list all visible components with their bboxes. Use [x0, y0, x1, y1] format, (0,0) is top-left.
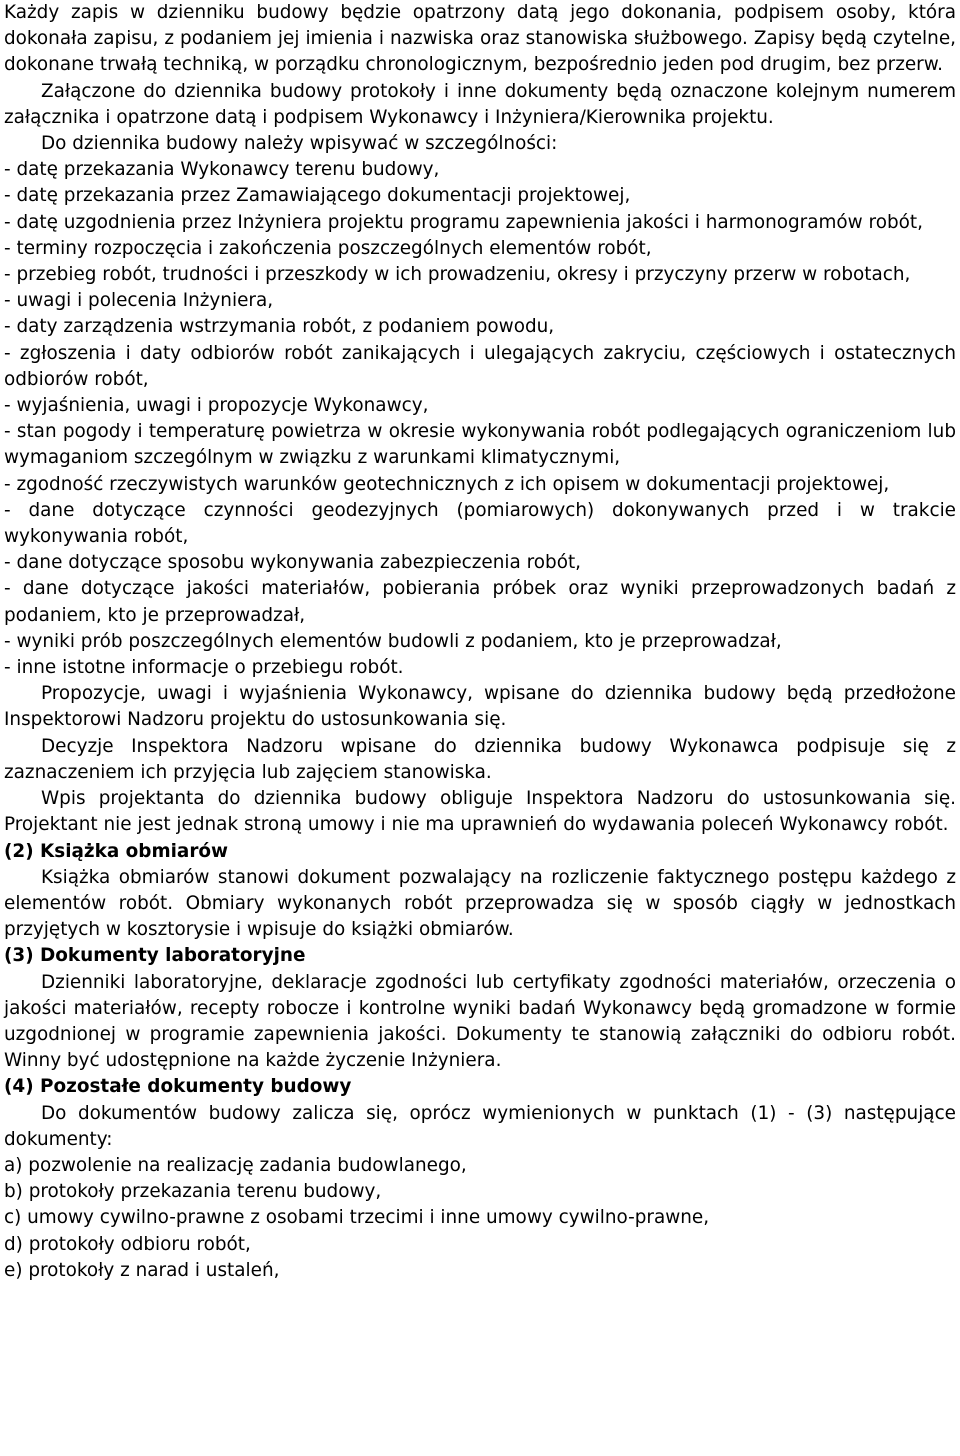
list-item: - wyjaśnienia, uwagi i propozycje Wykonawcy,: [4, 395, 429, 417]
list-item: - dane dotyczące czynności geodezyjnych (pomiarowych) dokonywanych przed i w trakcie wykonywania robót,: [4, 499, 956, 548]
list-item: - dane dotyczące sposobu wykonywania zabezpieczenia robót,: [4, 552, 581, 574]
list-item: - datę uzgodnienia przez Inżyniera projektu programu zapewnienia jakości i harmonogramów robót,: [4, 211, 923, 233]
list-item: - inne istotne informacje o przebiegu robót.: [4, 657, 404, 679]
list-item: - daty zarządzenia wstrzymania robót, z podaniem powodu,: [4, 316, 555, 338]
diary-items-list: [4, 157, 956, 681]
paragraph-proposals: Propozycje, uwagi i wyjaśnienia Wykonawcy, wpisane do dziennika budowy będą przedłożone Inspektorowi Nadzoru projektu do ustosunkowania się.: [4, 683, 956, 731]
paragraph-diary-intro: Do dziennika budowy należy wpisywać w szczególności:: [41, 133, 558, 155]
list-item: - dane dotyczące jakości materiałów, pobierania próbek oraz wyniki przeprowadzonych badań z podaniem, kto je przeprowadzał,: [4, 578, 956, 626]
paragraph-measurement-book: Książka obmiarów stanowi dokument pozwalający na rozliczenie faktycznego postępu każdego z elementów robót. Obmiary wykonanych robót przeprowadza się w sposób ciągły w jednostkach przyjętych w kosztorysie i wpisuje do książki obmiarów.: [4, 866, 956, 941]
paragraph-lab-documents: Dzienniki laboratoryjne, deklaracje zgodności lub certyfikaty zgodności materiałów, orzeczenia o jakości materiałów, recepty robocze i kontrolne wyniki badań Wykonawcy będą gromadzone w formie uzgodnionej w programie zapewnienia jakości. Dokumenty te stanowią załączniki do odbioru robót. Winny być udostępnione na każde życzenie Inżyniera.: [4, 971, 956, 1072]
list-item: - wyniki prób poszczególnych elementów budowli z podaniem, kto je przeprowadzał,: [4, 630, 782, 652]
section-heading-other-documents: (4) Pozostałe dokumenty budowy: [4, 1076, 352, 1098]
list-item: b) protokoły przekazania terenu budowy,: [4, 1181, 382, 1203]
list-item: d) protokoły odbioru robót,: [4, 1233, 251, 1255]
paragraph-entry-rules: Każdy zapis w dzienniku budowy będzie opatrzony datą jego dokonania, podpisem osoby, która dokonała zapisu, z podaniem jej imienia i nazwiska oraz stanowiska służbowego. Zapisy będą czytelne, dokonane trwałą techniką, w porządku chronologicznym, bezpośrednio jeden pod drugim, bez przerw.: [4, 2, 956, 76]
section-heading-lab-documents: (3) Dokumenty laboratoryjne: [4, 945, 306, 967]
document-page: [4, 0, 956, 1284]
list-item: - terminy rozpoczęcia i zakończenia poszczególnych elementów robót,: [4, 237, 652, 259]
paragraph-attachments: Załączone do dziennika budowy protokoły i inne dokumenty będą oznaczone kolejnym numerem załącznika i opatrzone datą i podpisem Wykonawcy i Inżyniera/Kierownika projektu.: [4, 80, 956, 128]
list-item: a) pozwolenie na realizację zadania budowlanego,: [4, 1154, 467, 1176]
list-item: - zgłoszenia i daty odbiorów robót zanikających i ulegających zakryciu, częściowych i ostatecznych odbiorów robót,: [4, 342, 956, 390]
other-documents-list: [4, 1153, 956, 1284]
list-item: c) umowy cywilno-prawne z osobami trzecimi i inne umowy cywilno-prawne,: [4, 1207, 710, 1229]
list-item: - stan pogody i temperaturę powietrza w okresie wykonywania robót podlegających ograniczeniom lub wymaganiom szczególnym w związku z warunkami klimatycznymi,: [4, 421, 956, 469]
paragraph-decisions: Decyzje Inspektora Nadzoru wpisane do dziennika budowy Wykonawca podpisuje się z zaznaczeniem ich przyjęcia lub zajęciem stanowiska.: [4, 735, 956, 783]
paragraph-other-documents: Do dokumentów budowy zalicza się, oprócz wymienionych w punktach (1) - (3) następujące dokumenty:: [4, 1102, 956, 1150]
list-item: - zgodność rzeczywistych warunków geotechnicznych z ich opisem w dokumentacji projektowej,: [4, 473, 890, 495]
list-item: e) protokoły z narad i ustaleń,: [4, 1259, 280, 1281]
list-item: - uwagi i polecenia Inżyniera,: [4, 290, 274, 312]
section-heading-measurement-book: (2) Książka obmiarów: [4, 840, 229, 862]
paragraph-designer-entry: Wpis projektanta do dziennika budowy obliguje Inspektora Nadzoru do ustosunkowania się. Projektant nie jest jednak stroną umowy i nie ma uprawnień do wydawania poleceń Wykonawcy robót.: [4, 788, 956, 836]
list-item: - datę przekazania przez Zamawiającego dokumentacji projektowej,: [4, 185, 631, 207]
list-item: - datę przekazania Wykonawcy terenu budowy,: [4, 159, 440, 181]
list-item: - przebieg robót, trudności i przeszkody w ich prowadzeniu, okresy i przyczyny przerw w robotach,: [4, 264, 911, 286]
